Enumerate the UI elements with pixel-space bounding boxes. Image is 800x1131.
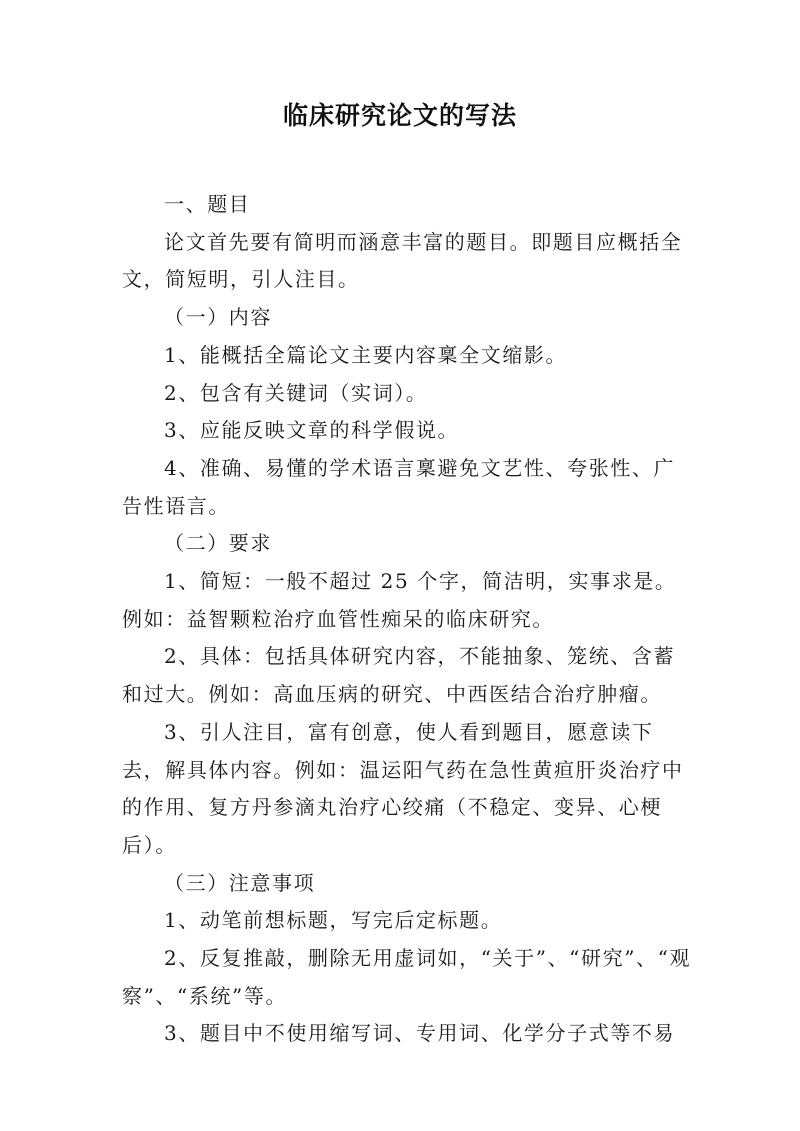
- paragraph-heading-1: 一、题目: [164, 192, 251, 216]
- list-item: 2、具体：包括具体研究内容，不能抽象、笼统、含蓄和过大。例如：高血压病的研究、中西医结合治疗肿瘤。: [122, 644, 676, 707]
- list-item: 4、准确、易懂的学术语言稟避免文艺性、夸张性、广告性语言。: [122, 455, 676, 518]
- list-item: 2、反复推敲，删除无用虚词如，“关于”、“研究”、“观察”、“系统”等。: [122, 946, 692, 1008]
- paragraph-subheading-requirements: （二）要求: [164, 531, 272, 556]
- list-item: 2、包含有关键词（实词）。: [164, 380, 428, 405]
- document-title: 临床研究论文的写法: [282, 101, 517, 130]
- paragraph: 论文首先要有简明而涵意丰富的题目。即题目应概括全文，简短明，引人注目。: [122, 229, 683, 292]
- paragraph-subheading-notes: （三）注意事项: [164, 870, 316, 895]
- list-item: 1、动笔前想标题，写完后定标题。: [164, 908, 503, 933]
- document-body: [122, 186, 696, 1053]
- paragraph-subheading-content: （一）内容: [164, 305, 272, 330]
- list-item: 3、引人注目，富有创意，使人看到题目，愿意读下去，解具体内容。例如：温运阳气药在急性黄疸肝炎治疗中的作用、复方丹参滴丸治疗心绞痛（不稳定、变异、心梗后）。: [122, 719, 684, 857]
- list-item: 3、题目中不使用缩写词、专用词、化学分子式等不易: [164, 1021, 676, 1046]
- list-item: 1、能概括全篇论文主要内容稟全文缩影。: [164, 342, 568, 367]
- list-item: 1、简短：一般不超过 25 个字，简洁明，实事求是。例如：益智颗粒治疗血管性痴呆的临床研究。: [122, 569, 677, 631]
- list-item: 3、应能反映文章的科学假说。: [164, 418, 460, 443]
